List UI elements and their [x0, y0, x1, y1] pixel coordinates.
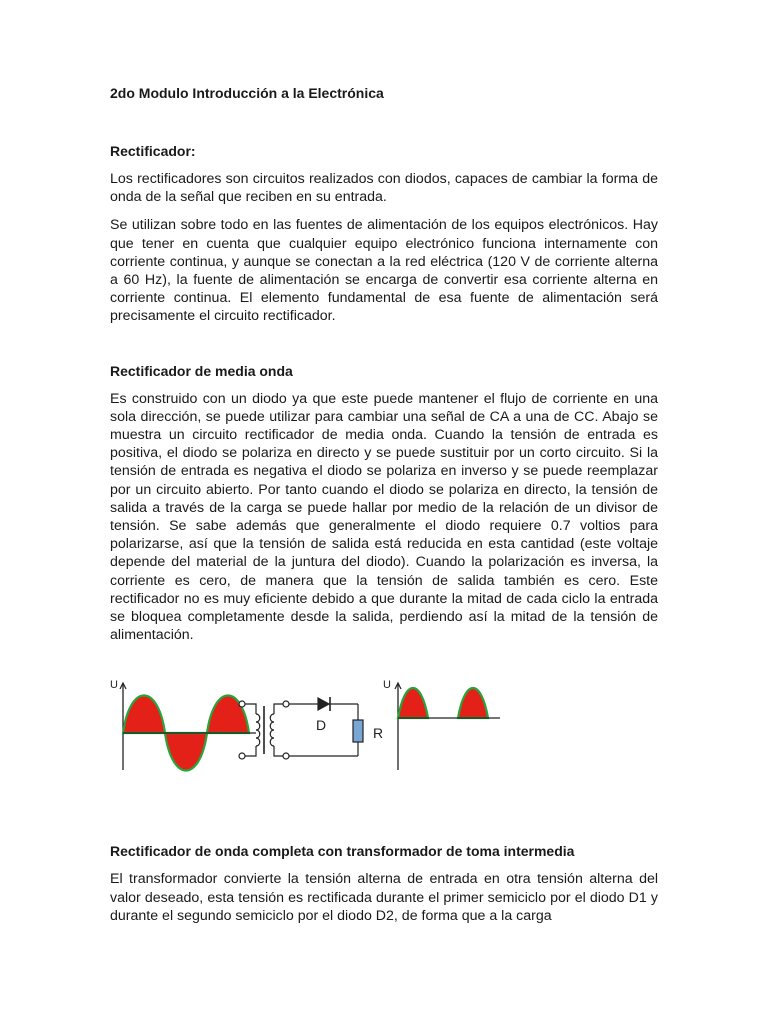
primary-lead	[245, 746, 256, 756]
secondary-coil	[270, 714, 274, 746]
input-terminal	[239, 701, 245, 707]
secondary-terminal	[283, 701, 289, 707]
primary-lead	[245, 704, 256, 714]
paragraph: Los rectificadores son circuitos realizados con diodos, capaces de cambiar la forma de onda de la señal que reciben en su entrada.	[110, 171, 658, 206]
half-wave-rectifier-figure	[110, 676, 658, 776]
paragraph: Se utilizan sobre todo en las fuentes de alimentación de los equipos electrónicos. Hay que tener en cuenta que cualquier equipo electrónico funciona internamente con corriente continua, y aunque se conectan a la red eléctrica (120 V de corriente alterna a 60 Hz), la fuente de alimentación se encarga de convertir esa corriente alterna en corriente continua. El elemento fundamental de esa fuente de alimentación será precisamente el circuito rectificador.	[110, 217, 658, 325]
input-negative-half	[165, 733, 207, 771]
output-positive-half	[398, 688, 428, 718]
output-waveform	[383, 679, 500, 770]
primary-coil	[256, 714, 260, 746]
document-title: 2do Modulo Introducción a la Electrónica	[110, 85, 384, 101]
section-heading-rectificador: Rectificador:	[110, 143, 196, 159]
secondary-lead	[274, 746, 283, 756]
input-waveform	[110, 679, 256, 771]
section-heading-onda-completa: Rectificador de onda completa con transformador de toma intermedia	[110, 843, 575, 860]
input-positive-half	[123, 696, 165, 734]
rectifier-circuit	[289, 697, 383, 756]
output-axis-label: U	[383, 679, 391, 692]
paragraph: Es construido con un diodo ya que este puede mantener el flujo de corriente en una sola dirección, se puede utilizar para cambiar una señal de CA a una de CC. Abajo se muestra un circuito rectificador de media onda. Cuando la tensión de entrada es positiva, el diodo se polariza en directo y se puede sustituir por un corto circuito. Si la tensión de entrada es negativa el diodo se polariza en inverso y se puede reemplazar por un circuito abierto. Por tanto cuando el diodo se polariza en directo, la tensión de salida a través de la carga se puede hallar por medio de la relación de un divisor de tensión. Se sabe además que generalmente el diodo requiere 0.7 voltios para polarizarse, así que la tensión de salida está reducida en esta cantidad (este voltaje depende del material de la juntura del diodo). Cuando la polarización es inversa, la corriente es cero, de manera que la tensión de salida también es cero. Este rectificador no es muy eficiente debido a que durante la mitad de cada ciclo la entrada se bloquea completamente desde la salida, perdiendo así la mitad de la tensión de alimentación.	[110, 390, 658, 644]
resistor-label: R	[373, 725, 384, 742]
section-heading-media-onda: Rectificador de media onda	[110, 362, 293, 379]
rectifier-diagram	[110, 676, 510, 776]
input-terminal	[239, 753, 245, 759]
diode-label: D	[316, 717, 327, 734]
paragraph: El transformador convierte la tensión alterna de entrada en otra tensión alterna del valor deseado, esta tensión es rectificada durante el primer semiciclo por el diodo D1 y durante el segundo semiciclo por el diodo D2, de forma que a la carga	[110, 871, 658, 924]
output-positive-half	[458, 688, 488, 718]
diode-icon	[318, 698, 329, 710]
secondary-terminal	[283, 753, 289, 759]
input-axis-label: U	[110, 679, 118, 692]
secondary-lead	[274, 704, 283, 714]
resistor-icon	[353, 720, 363, 742]
